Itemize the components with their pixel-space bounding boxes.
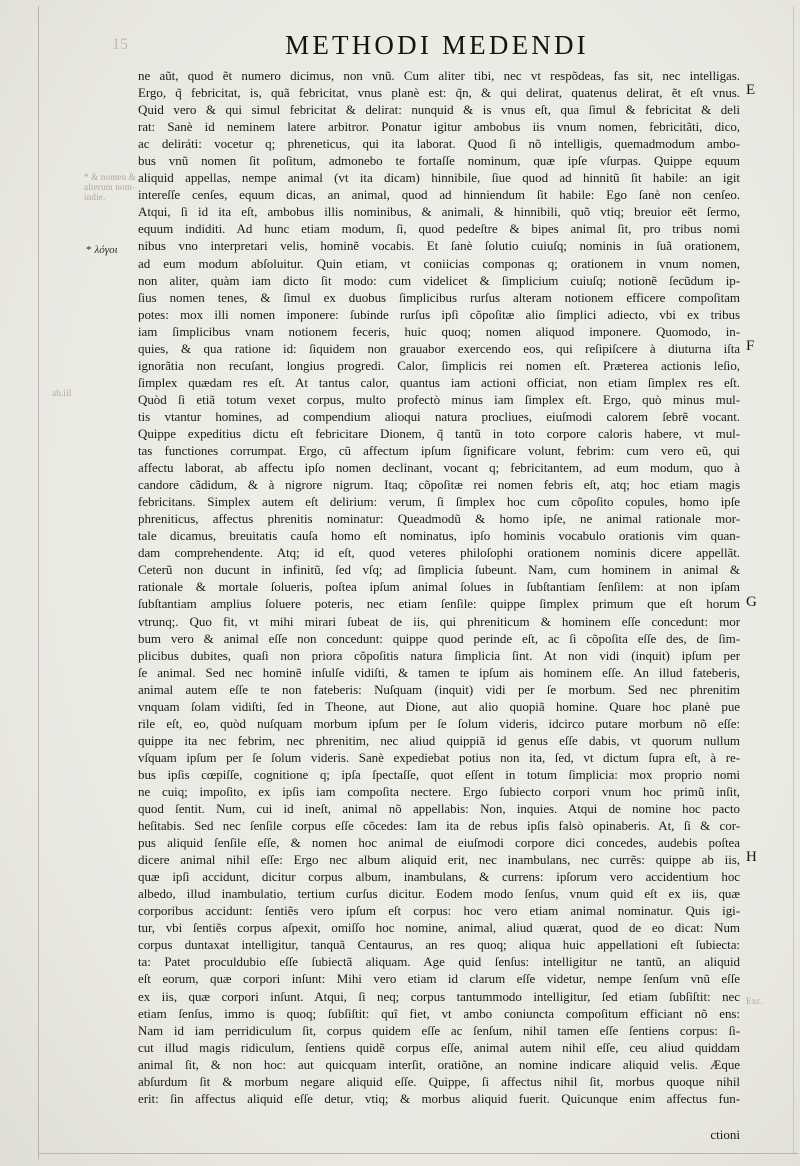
text-line: dam comprehendente. Atq; id eſt, quod veteres philoſophi orationem nominis dicere appellãt. [138, 545, 740, 561]
margin-note-symbol: * [86, 244, 92, 256]
text-line: iam ſimplicibus vnam notionem feceris, huic quoq; nomen aliquod imponere. Quomodo, in- [138, 323, 740, 339]
text-line: vtrunq;. Quo fit, vt mihi mirari ſubeat de iis, qui phreniticum & hominem eſſe concedunt: mor [138, 613, 740, 629]
text-line: corpus duntaxat intelligitur, tanquã Centaurus, an res quoq; aliqua huic appellationi eſt ſubiecta: [138, 937, 740, 953]
text-line: vſquam ipſum per ſe ſolum videris. Sanè expediebat potius non ita, ſed, vt dictum ſupra eſt, à re- [138, 749, 740, 765]
text-line: cut illud magis ridiculum, ſentiens quidẽ corpus eſſe, animal autem nihil eſſe, ceu aliud quiddam [138, 1039, 740, 1055]
bleed-through-text: * & nomen & alterum nom- indie. [84, 172, 136, 202]
text-line: aliquid appellas, nempe animal (vt ita dicam) hinnibile, ſiue quod ad hinnitũ ſit habile: an igit [138, 170, 740, 186]
text-line: ſe animal. Sed nec hominẽ inſulſe vidiſti, & tamen te ipſum ais hominem eſſe. An illud fateberis, [138, 664, 740, 680]
text-line: Atqui, ſi id ita eſt, ambobus illis nominibus, & animali, & hinnibili, quõ vtiq; breuior eẽt ſermo, [138, 204, 740, 220]
text-line: quies, & qua ratione id: ſiquidem non grauabor exercendo eos, qui reſipiſcere à diuturna iſta [138, 340, 740, 356]
text-line: ſius nomen tenes, & ſimul ex duobus ſimplicibus rurſus alteram notionem efficere compoſitam [138, 289, 740, 305]
text-line: ſimplex quædam res eſt. At tantus calor, quantus iam actioni officiat, non etiam ſimplex res eſt. [138, 374, 740, 390]
bleed-through-text: Exc. [746, 996, 764, 1006]
text-line: tur, vbi ſentiẽs corpus aſpexit, omiſſo hoc nomine, animal, aliud quærat, quod de eo dicat: Num [138, 920, 740, 936]
text-line: heſitabis. Sed nec ſenſile corpus eſſe cõcedes: Iam ita de rebus ipſis falsò opinaberis. At, ſi & cor- [138, 818, 740, 834]
text-line: nibus vno interpretari velis, hominẽ vocabis. Et ſanè ſolutio cuiuſq; nominis in ſuã orationem, [138, 238, 740, 254]
section-letter: H [746, 849, 757, 866]
text-line: plicibus dubites, quaſi non priora cõpoſitis natura ſimplicia ſint. At non vidi (inquit) ipſum per [138, 647, 740, 663]
text-line: quæ ipſi accidunt, dicitur corpus album, inambulans, & currens: ipſorum vero accidentium hoc [138, 869, 740, 885]
text-line: rationale & mortale ſolueris, poſtea ipſum animal ſolues in ſubſtantiam ſenſilem: at non ipſam [138, 579, 740, 595]
text-line: Nam id iam perridiculum ſit, corpus quidem eſſe ac ſenſum, nihil tamen eſſe ſentiens corpus: ſi- [138, 1022, 740, 1038]
text-line: pus aliquid ſenſile eſſe, & nomen hoc animal de eiuſmodi corpore dici concedes, audebis poſtea [138, 835, 740, 851]
bleed-through-text: ab.iil [52, 388, 72, 398]
text-line: potes: mox illi nomen imponere: ſubinde rurſus ipſi cõpoſitæ alio ſimplici adiecto, vbi ex tribus [138, 306, 740, 322]
text-line: tale dicamus, breuitatis cauſa homo eſt nominatus, ipſo hominis vocabulo orationis vim quan- [138, 528, 740, 544]
text-line: phreniticus, affectus phrenitis nominatur: Queadmodũ & homo ipſe, ne animal rationale mor- [138, 511, 740, 527]
text-line: quippe ita nec febrim, nec phrenitim, nec aliud quippiã id genus eſſe dabis, vt quorum nullum [138, 732, 740, 748]
text-line: ex iis, quæ corpori inſunt. Atqui, ſi neq; corpus tantummodo intelligitur, ſed etiam ſubſiſtit: nec [138, 988, 740, 1004]
text-line: animal ſit, & non hoc: aut quicquam interſit, oratiõne, an nomine indicare aliquid velis. Æque [138, 1056, 740, 1072]
text-line: erit: ſin affectus aliquid eſſe detur, vtiq; & morbus aliquid fuerit. Quicunque enim affectus fun- [138, 1090, 740, 1106]
text-line: ta: Patet proculdubio eſſe ſubiectã aliquam. Age quid ſenſus: intelligitur ne tantũ, an aliquid [138, 954, 740, 970]
body-text [138, 67, 740, 1107]
text-line: bus vnũ nomen ſit poſitum, admonebo te fortaſſe nominum, quæ ipſe vſurpas. Quippe equum [138, 153, 740, 169]
text-line: affectu laborat, ab affectu ipſo nomen declinant, vocant q; febricitantem, ad eum modum, quo à [138, 460, 740, 476]
text-line: abſurdum ſit & morbum negare aliquid eſſe. Quippe, ſi affectus nihil ſit, morbus quoque nihil [138, 1073, 740, 1089]
margin-note [86, 244, 118, 256]
text-line: Ergo, q̃ febricitat, is, quã febricitat, vnus planè est: q̃n, & qui delirat, quatenus delirat, ẽt eſt vnus. [138, 85, 740, 101]
text-line: bum vero & animal eſſe non concedunt: quippe quod perinde eſt, ac ſi cõpoſita eſſe des, de ſim- [138, 630, 740, 646]
text-line: Quid vero & qui simul febricitat & delirat: nunquid & is vnus eſt, qua ſimul & febricitat & deli [138, 102, 740, 118]
text-line: quod ſentit. Num, cui id ineſt, animal nõ appellabis: Non, inquies. Atqui de nomine hoc pacto [138, 801, 740, 817]
section-letter: F [746, 337, 755, 354]
text-line: ſubſtantiam amplius ſoluere poteris, nec etiam ſenſile: quippe ſimplex primum que eſt horum [138, 596, 740, 612]
text-line: etiam ſenſus, immo is quoq; ſubſiſtit: quî fiet, vt ambo coniuncta compoſitum efficiant nõ ens: [138, 1005, 740, 1021]
text-line: ad eum modum abſoluitur. Quin etiam, vt coniicias componas q; orationem in vnum nomen, [138, 255, 740, 271]
text-line: ac deliráti: vocetur q; phreneticus, qui ita laborat. Quod ſi nõ intelligis, quemadmodum ambo- [138, 136, 740, 152]
text-line: animal autem eſſe te non fateberis: Nuſquam (inquit) vidi per ſe morbum. Sed nec phrenitim [138, 681, 740, 697]
text-line: vnquam ſolam vidiſti, ſed in Theone, aut Dione, aut alio quopiã homine. Quare hoc planè pue [138, 698, 740, 714]
running-head: METHODI MEDENDI [285, 30, 589, 60]
text-line: ne aũt, quod ẽt numero dicimus, non vnũ. Cum aliter tibi, nec vt respõdeas, fas sit, nec intelligas. [138, 68, 740, 83]
page-edge-bottom [38, 1153, 798, 1154]
text-line: eſt eorum, quæ corpori inſunt: Mihi vero etiam id clarum eſſe videtur, nempe ſenſum vnũ eſſe [138, 971, 740, 987]
text-line: rat: Sanè id neminem latere arbitror. Ponatur igitur ambobus iis vnum nomen, febricitãti, dico, [138, 119, 740, 135]
text-line: dicere animal nihil eſſe: Ergo nec album aliquid erit, nec inambulans, nec currẽs: quippe ab iis, [138, 852, 740, 868]
text-line: intereſſe cenſes, equum dicas, an animal, quod ad hinniendum ſit habile: Ego ſanè non cenſeo. [138, 187, 740, 203]
text-line: Ceterũ non ducunt in infinitũ, ſed vſq; ad ſimplicia ſubeunt. Nam, cum hominem in animal & [138, 562, 740, 578]
text-line: Quòd ſi etiã totum vexet corpus, multo profectò minus iam ſimplex eſt. Ergo, quò minus mul- [138, 391, 740, 407]
text-line: ne cuiq; impoſito, ex ipſis iam compoſita nectere. Ergo ſubiecto corpori vnum hoc primũ inſit, [138, 783, 740, 799]
text-line: non aliter, quàm iam dicto ſit modo: cum videlicet & ſimplicium cuiuſq; notionẽ ſecũdum ip- [138, 272, 740, 288]
section-letter: G [746, 593, 757, 610]
margin-note-text: λόγοι [94, 244, 118, 256]
text-line: febricitans. Simplex autem eſt delirium: verum, ſi ſimplex hoc cum cõpoſito copules, homo ipſe [138, 494, 740, 510]
text-line: bus ipſis cœpiſſe, cognitione q; ipſa ſpectaſſe, quot eſſent in totum ſimplicia: mox proprio nomi [138, 766, 740, 782]
page-edge-left [38, 6, 39, 1160]
text-line: Quippe expeditius dictu eſt febricitare Dionem, q̃ tantũ in toto corpore caloris habere, vt mul- [138, 425, 740, 441]
text-line: tis vtantur homines, ad compendium alioqui natura procliues, eiuſmodi calorem ſebrẽ vocant. [138, 408, 740, 424]
text-line: tas functiones corrumpat. Ergo, cũ affectum ipſum ſignificare volunt, febrim: cum vero eũ, qui [138, 443, 740, 459]
text-line: corporibus accidunt: ſentiẽs vero ipſum eſt corpus: hoc vero etiam animal nominatur. Quis igi- [138, 903, 740, 919]
text-line: rile eſt, eo, quòd nuſquam morbum ipſum per ſe ſolum videris, idcirco putare morbum nõ eſſe: [138, 715, 740, 731]
catchword: ctioni [710, 1127, 740, 1142]
text-line: albedo, illud inambulatio, tertium curſus dicitur. Eodem modo ſenſus, vnum quid eſt ex iis, quæ [138, 886, 740, 902]
text-line: ignorãtia non recuſant, longius progredi. Calor, ſimplicis rei nomen eſt. Præterea actionis leſio, [138, 357, 740, 373]
page-edge-right [793, 6, 794, 1154]
section-letter: E [746, 82, 756, 99]
bleed-folio: 15 [112, 36, 128, 53]
text-line: equum indiditi. Ad hunc etiam modum, ſi, quod pedeſtre & bipes animal ſit, pro tribus nomi [138, 221, 740, 237]
text-line: candore cãdidum, & à nigrore nigrum. Itaq; cõpoſitæ rei nomen febris eſt, atq; hoc etiam magis [138, 477, 740, 493]
